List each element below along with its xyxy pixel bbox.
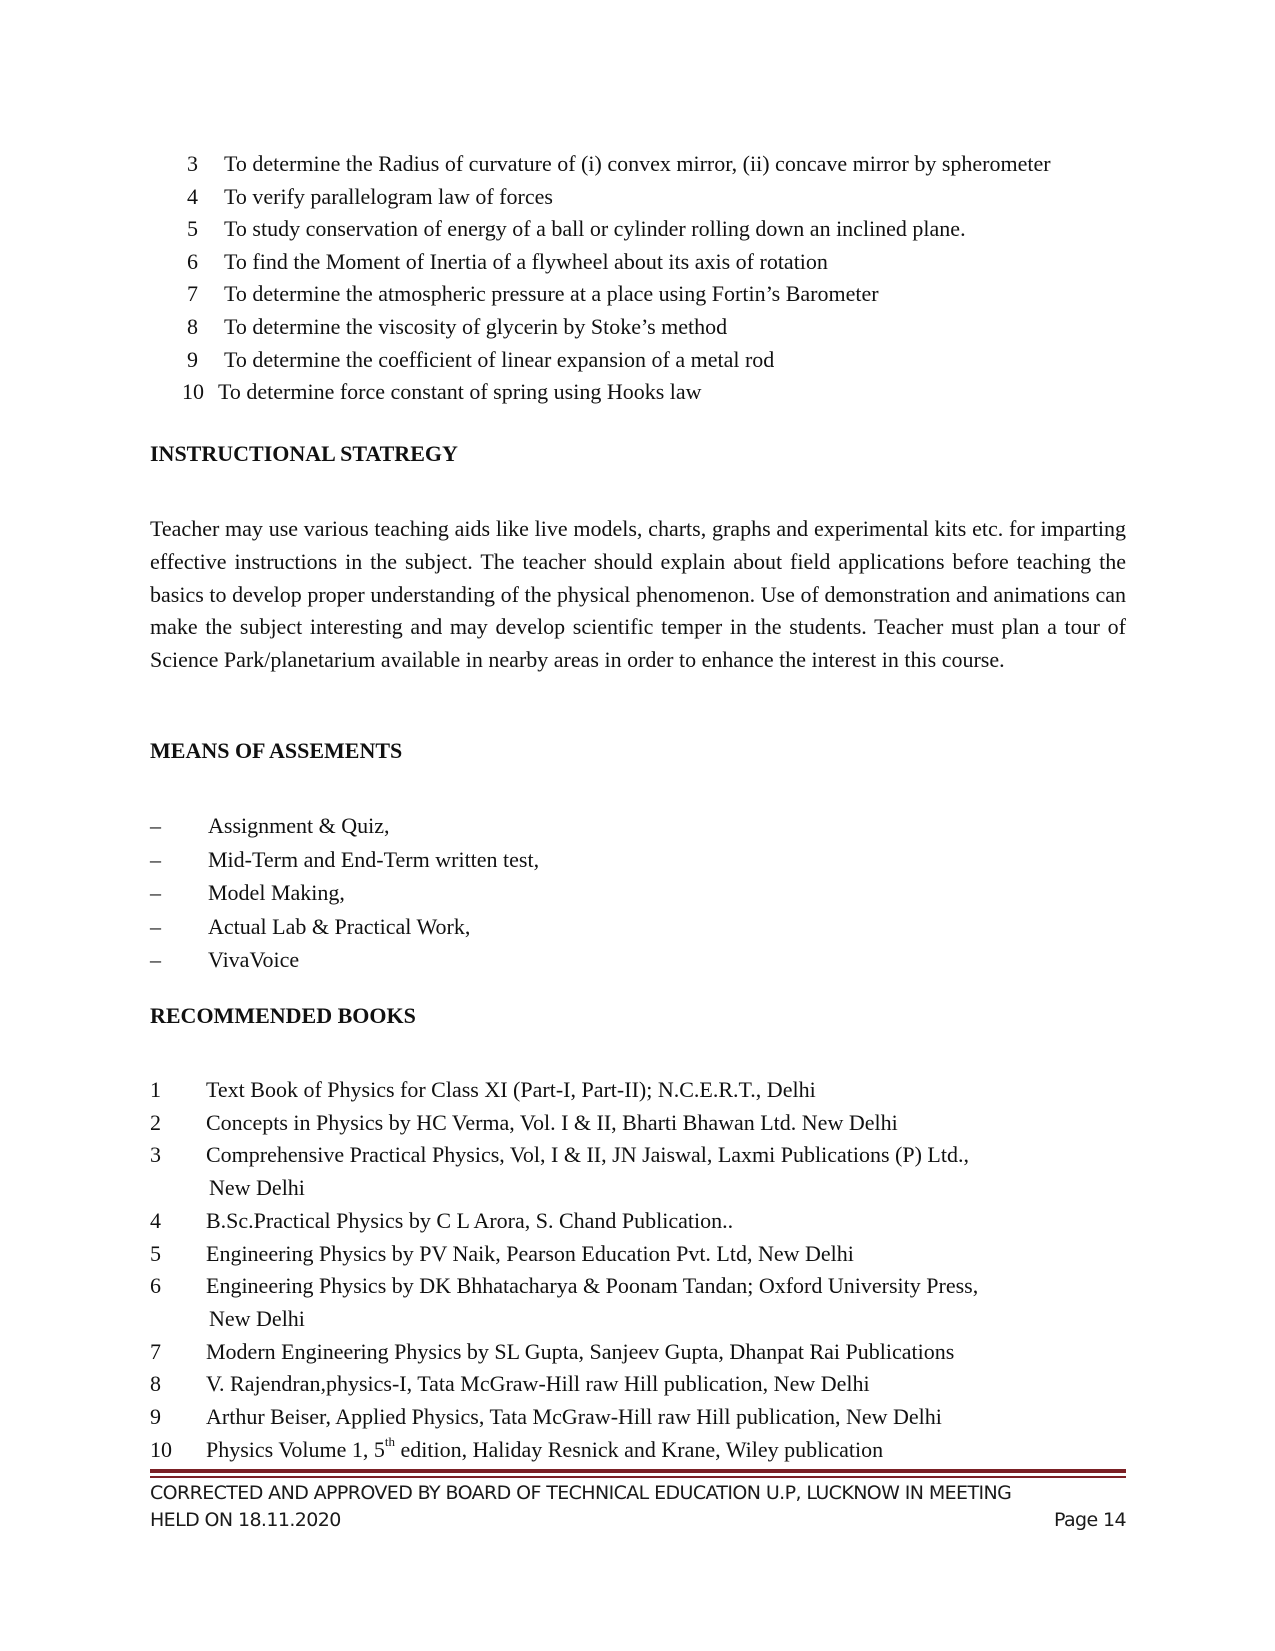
item-number: 7 [150,1338,161,1364]
item-text: To determine the viscosity of glycerin by Stoke’s method [224,313,728,339]
book-list [150,1074,1126,1466]
item-text: Engineering Physics by DK Bhhatacharya & Poonam Tandan; Oxford University Press, [206,1273,979,1299]
item-number: 8 [150,1371,161,1397]
list-item [180,246,1126,279]
list-item [150,943,1126,977]
footer-divider-thin [150,1476,1126,1478]
section-heading-books: RECOMMENDED BOOKS [150,1003,416,1028]
item-number: 1 [150,1077,161,1102]
item-number: 10 [150,1436,172,1462]
dash-bullet: – [150,913,161,939]
dash-bullet: – [150,880,161,906]
footer-divider-thick [150,1469,1126,1473]
item-text: Assignment & Quiz, [208,813,390,838]
dash-bullet: – [150,947,161,973]
item-number: 6 [187,248,198,274]
item-text: Text Book of Physics for Class XI (Part-I, Part-II); N.C.E.R.T., Delhi [206,1077,816,1102]
item-text-continued: New Delhi [209,1175,305,1201]
list-item [180,148,1126,181]
dash-bullet: – [150,813,161,838]
item-text: To determine force constant of spring using Hooks law [218,379,702,405]
list-item [150,876,1126,910]
list-item [150,910,1126,944]
list-item [150,1270,1126,1335]
item-text: To find the Moment of Inertia of a flywheel about its axis of rotation [224,248,828,274]
item-text: Mid-Term and End-Term written test, [208,846,540,872]
list-item [150,1434,1126,1467]
item-text: To verify parallelogram law of forces [224,183,553,209]
list-item [150,1368,1126,1401]
list-item [180,344,1126,377]
item-number: 7 [187,281,198,307]
list-item [180,213,1126,246]
list-item [180,278,1126,311]
item-text: VivaVoice [208,947,300,973]
item-text: Engineering Physics by PV Naik, Pearson Education Pvt. Ltd, New Delhi [206,1240,854,1266]
assessment-list [150,809,1126,977]
section-heading-assessment: MEANS OF ASSEMENTS [150,738,403,763]
page-footer [150,1480,1126,1534]
list-item [180,311,1126,344]
item-text-before: Physics Volume 1, 5 [206,1436,385,1462]
item-text: Actual Lab & Practical Work, [208,913,471,939]
item-number: 3 [187,151,198,176]
item-number: 5 [150,1240,161,1266]
instructional-paragraph: Teacher may use various teaching aids like live models, charts, graphs and experimental kits etc. for imparting effective instructions in the subject. The teacher should explain about field applications before teaching the basics to develop proper understanding of the physical phenomenon. Use of demonstration and animations can make the subject interesting and may develop scientific temper in the students. Teacher must plan a tour of Science Park/planetarium available in nearby areas in order to enhance the interest in this course. [150,516,1126,673]
item-number: 4 [187,183,198,209]
item-text: To determine the Radius of curvature of (i) convex mirror, (ii) concave mirror by spherometer [224,151,1051,176]
dash-bullet: – [150,846,161,872]
list-item [150,1205,1126,1238]
section-heading-instructional: INSTRUCTIONAL STATREGY [150,441,458,466]
experiment-list [180,148,1126,409]
item-text: Arthur Beiser, Applied Physics, Tata McGraw-Hill raw Hill publication, New Delhi [206,1404,942,1430]
item-text-block [206,1139,1126,1204]
item-number: 9 [187,346,198,372]
list-item [150,1107,1126,1140]
item-text-continued: New Delhi [209,1305,305,1331]
item-number: 8 [187,313,198,339]
list-item [150,843,1126,877]
page-number: Page 14 [1053,1509,1126,1531]
item-text: Comprehensive Practical Physics, Vol, I & II, JN Jaiswal, Laxmi Publications (P) Ltd., [206,1142,969,1168]
item-text: Concepts in Physics by HC Verma, Vol. I & II, Bharti Bhawan Ltd. New Delhi [206,1109,898,1135]
list-item [180,376,1126,409]
item-text: Model Making, [208,880,345,906]
item-number: 9 [150,1404,161,1430]
item-text-block [206,1434,1126,1467]
item-text: To study conservation of energy of a ball or cylinder rolling down an inclined plane. [224,216,966,242]
list-item [150,809,1126,843]
footer-line-2-row [150,1507,1126,1534]
list-item [150,1074,1126,1107]
item-number: 3 [150,1142,161,1168]
item-text: To determine the coefficient of linear expansion of a metal rod [224,346,775,372]
list-item [150,1139,1126,1204]
item-number: 5 [187,216,198,242]
item-text: Modern Engineering Physics by SL Gupta, Sanjeev Gupta, Dhanpat Rai Publications [206,1338,955,1364]
superscript: th [384,1434,396,1450]
item-text: To determine the atmospheric pressure at a place using Fortin’s Barometer [224,281,879,307]
item-number: 10 [182,379,204,405]
item-text-block [206,1270,1126,1335]
item-number: 6 [150,1273,161,1299]
item-text-after: edition, Haliday Resnick and Krane, Wiley publication [395,1436,884,1462]
item-text: B.Sc.Practical Physics by C L Arora, S. Chand Publication.. [206,1207,734,1233]
item-text: V. Rajendran,physics-I, Tata McGraw-Hill raw Hill publication, New Delhi [206,1371,870,1397]
list-item [150,1336,1126,1369]
list-item [150,1238,1126,1271]
list-item [180,181,1126,214]
item-number: 2 [150,1109,161,1135]
footer-line-2: HELD ON 18.11.2020 [150,1509,341,1531]
item-number: 4 [150,1207,161,1233]
list-item [150,1401,1126,1434]
footer-line-1: CORRECTED AND APPROVED BY BOARD OF TECHNICAL EDUCATION U.P, LUCKNOW IN MEETING [150,1482,1012,1504]
